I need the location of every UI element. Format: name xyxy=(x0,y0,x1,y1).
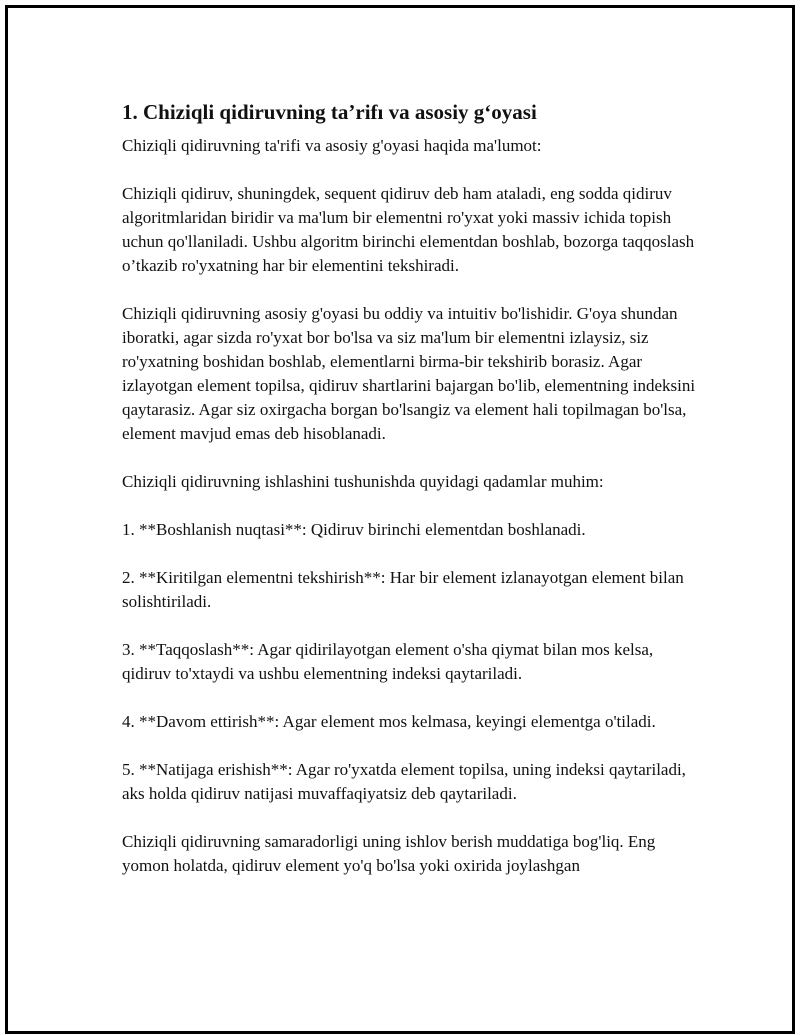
step-2-paragraph: 2. **Kiritilgan elementni tekshirish**: Har bir element izlanayotgan element bilan solishtiriladi. xyxy=(122,568,684,611)
main-idea-paragraph: Chiziqli qidiruvning asosiy g'oyasi bu oddiy va intuitiv bo'lishidir. G'oya shundan iboratki, agar sizda ro'yxat bor bo'lsa va siz ma'lum bir elementni izlaysiz, siz ro'yxatning boshidan boshlab, elementlarni birma-bir tekshirib borasiz. Agar izlayotgan element topilsa, qidiruv shartlarini bajargan bo'lib, elementning indeksini qaytarasiz. Agar siz oxirgacha borgan bo'lsangiz va element hali topilmagan bo'lsa, element mavjud emas deb hisoblanadi. xyxy=(122,304,696,443)
step-1-paragraph: 1. **Boshlanish nuqtasi**: Qidiruv birinchi elementdan boshlanadi. xyxy=(122,520,586,539)
efficiency-paragraph: Chiziqli qidiruvning samaradorligi uning ishlov berish muddatiga bog'liq. Eng yomon holatda, qidiruv element yo'q bo'lsa yoki oxirida joylashgan xyxy=(122,832,656,875)
step-5-paragraph: 5. **Natijaga erishish**: Agar ro'yxatda element topilsa, uning indeksi qaytariladi, aks holda qidiruv natijasi muvaffaqiyatsiz deb qaytariladi. xyxy=(122,760,686,803)
definition-paragraph: Chiziqli qidiruv, shuningdek, sequent qidiruv deb ham ataladi, eng sodda qidiruv algoritmlaridan biridir va ma'lum bir elementni ro'yxat yoki massiv ichida topish uchun qo'llaniladi. Ushbu algoritm birinchi elementdan boshlab, bozorga taqqoslash o’tkazib ro'yxatning har bir elementini tekshiradi. xyxy=(122,184,695,275)
document-body xyxy=(122,98,702,902)
document-heading: 1. Chiziqli qidiruvning ta’rifı va asosiy g‘oyasi xyxy=(122,100,537,124)
steps-intro-paragraph: Chiziqli qidiruvning ishlashini tushunishda quyidagi qadamlar muhim: xyxy=(122,472,604,491)
step-4-paragraph: 4. **Davom ettirish**: Agar element mos kelmasa, keyingi elementga o'tiladi. xyxy=(122,712,656,731)
page-frame xyxy=(5,5,795,1034)
step-3-paragraph: 3. **Taqqoslash**: Agar qidirilayotgan element o'sha qiymat bilan mos kelsa, qidiruv to'xtaydi va ushbu elementning indeksi qaytariladi. xyxy=(122,640,654,683)
intro-paragraph: Chiziqli qidiruvning ta'rifi va asosiy g'oyasi haqida ma'lumot: xyxy=(122,136,542,155)
